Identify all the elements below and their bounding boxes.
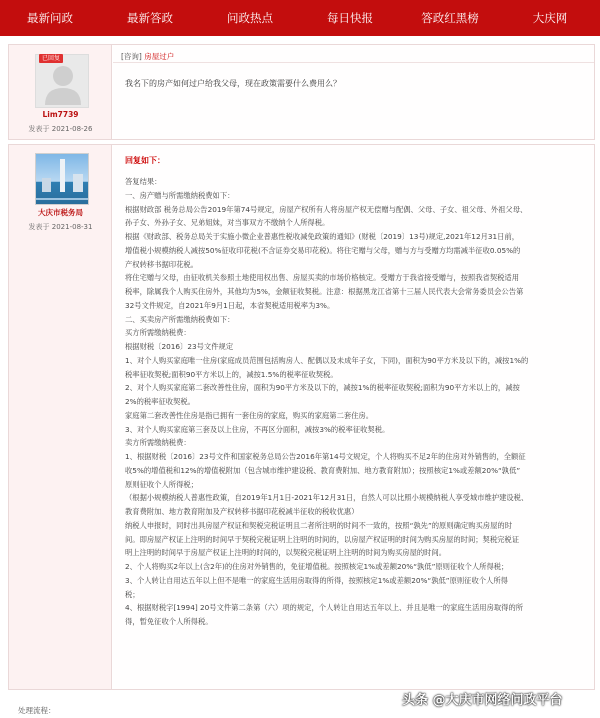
answer-line: 间。即房屋产权证上注明的时间早于契税完税证明上注明的时间的，以房屋产权证明的时间为购买房屋的时间；契税完税证: [125, 534, 520, 544]
answer-author-panel: [9, 145, 112, 689]
nav-daqing-net[interactable]: 大庆网: [532, 11, 568, 25]
answer-org-name[interactable]: 大庆市税务局: [38, 208, 83, 217]
answer-line: 孙子女、外孙子女、兄弟姐妹，对当事双方不缴纳个人所得税。: [125, 218, 330, 228]
answer-title: 回复如下：: [125, 156, 165, 165]
answer-line: 将住宅赠与父母，由征收机关参照土地使用权出售、房屋买卖的市场价格核定。受赠方于我省接受赠与，按照我省契税适用: [125, 273, 520, 283]
question-tag: [咨询]: [121, 52, 142, 61]
answer-line: 4、根据财税字[1994] 20号文件第二条第（六）项的规定，个人转让自用达五年以上、并且是唯一的家庭生活用房取得的所: [125, 603, 524, 613]
answer-line: 根据财税〔2016〕23号文件规定: [125, 342, 234, 351]
answer-line: 纳税人申报时，同时出具房屋产权证和契税完税证明且二者所注明的时间不一致的，按照“孰先”的原则确定购买房屋的时: [125, 520, 512, 530]
answer-line: 产权转移书据印花税。: [125, 259, 198, 269]
answer-line: 一、房产赠与所需缴纳税费如下：: [125, 190, 235, 200]
tower-shape: [60, 159, 65, 192]
answer-content: [113, 145, 594, 689]
answer-line: 3、对个人购买家庭第三套及以上住房，不再区分面积，减按3%的税率征收契税。: [125, 424, 390, 434]
answer-line: 2%的税率征收契税。: [125, 397, 195, 406]
question-author-panel: [9, 45, 112, 139]
answer-line: 答复结果：: [125, 177, 162, 186]
answer-line: 明上注明的时间早于房屋产权证上注明的时间的，以契税完税证明上注明的时间为购买房屋的时间。: [125, 548, 447, 558]
nav-hot-topics[interactable]: 问政热点: [227, 11, 273, 25]
answer-line: 买方所需缴纳税费：: [125, 328, 191, 338]
building-shape: [42, 178, 51, 192]
question-header: [121, 51, 174, 62]
divider: [113, 62, 594, 63]
answer-line: 根据财政部 税务总局公告2019年第74号规定，房屋产权所有人将房屋产权无偿赠与配偶、父母、子女、祖父母、外祖父母、: [125, 204, 528, 214]
answer-line: 1、根据财税〔2016〕23号文件和国家税务总局公告2016年第14号文规定，个人将购买不足2年的住房对外销售的，全额征: [125, 452, 526, 461]
answer-date: 发表于 2021-08-31: [28, 223, 93, 231]
answer-line: 卖方所需缴纳税费：: [125, 438, 191, 448]
question-text: 我名下的房产如何过户给我父母，现在政策需要什么费用么？: [125, 79, 341, 88]
answer-line: （根据小规模纳税人普惠性政策，自2019年1月1日-2021年12月31日，自然人可以比照小规模纳税人享受城市维护建设税、: [125, 493, 529, 503]
answer-line: 2、个人将购买2年以上(含2年)的住房对外销售的，免征增值税。按照核定1%或差额20%“孰低”原则征收个人所得税；: [125, 562, 509, 571]
answer-line: 根据《财政部、税务总局关于实施小微企业普惠性税收减免政策的通知》(财税〔2019〕13号)规定,2021年12月31日前，: [125, 232, 520, 241]
answer-line: 得，暂免征收个人所得税。: [125, 617, 213, 626]
answer-line: 税；: [125, 589, 140, 599]
answer-post: [8, 144, 595, 690]
watermark: 头条 @大庆市网络问政平台: [402, 693, 563, 708]
answer-line: 3、个人转让自用达五年以上但不是唯一的家庭生活用房取得的所得，按照核定1%或差额20%“孰低”原则征收个人所得: [125, 575, 508, 585]
road-shape: [36, 198, 89, 200]
answer-line: 2、对个人购买家庭第二套改善性住房，面积为90平方米及以下的，减按1%的税率征收契税;面积为90平方米以上的，减按: [125, 383, 520, 393]
question-content: [113, 45, 594, 139]
process-label: 处理流程：: [18, 706, 56, 715]
question-category[interactable]: 房屋过户: [144, 52, 175, 61]
question-post: [8, 44, 595, 140]
answer-line: 税率，除属我个人购买住房外，其他均为5%，金额征收契税。注意：根据黑龙江省第十三届人民代表大会常务委员会公告第: [125, 287, 524, 296]
default-user-icon: [43, 61, 83, 105]
answer-line: 收5%的增值税和12%的增值税附加（包含城市维护建设税、教育费附加、地方教育附加）；按照核定1%或差额20%“孰低”: [125, 465, 521, 475]
question-username[interactable]: Lim7739: [42, 110, 79, 119]
nav-latest-questions[interactable]: 最新问政: [27, 11, 73, 25]
answer-line: 家庭第二套改善性住房是指已拥有一套住房的家庭，购买的家庭第二套住房。: [125, 410, 374, 420]
nav-daily-news[interactable]: 每日快报: [327, 11, 373, 25]
answer-line: 1、对个人购买家庭唯一住房(家庭成员范围包括购房人、配偶以及未成年子女，下同)，面积为90平方米及以下的，减按1%的: [125, 355, 529, 365]
org-avatar[interactable]: [35, 153, 89, 205]
answer-line: 增值税小规模纳税人减按50%征收印花税(不含证券交易印花税)。将住宅赠与父母，赠与方与受赠方均需减半征收0.05%的: [125, 245, 521, 255]
answer-line: 32号文件规定，自2021年9月1日起，本省契税适用税率为3%。: [125, 300, 335, 310]
question-date: 发表于 2021-08-26: [28, 125, 93, 133]
answer-body: [125, 175, 593, 629]
answer-line: 教育费附加、地方教育附加及产权转移书据印花税减半征收的税收优惠）: [125, 507, 359, 516]
answer-line: 二、买卖房产所需缴纳税费如下：: [125, 314, 235, 324]
top-navigation: [0, 0, 600, 36]
answer-line: 原则征收个人所得税；: [125, 479, 198, 489]
building-shape: [73, 174, 83, 192]
replied-badge: 已回复: [39, 54, 63, 63]
answer-line: 税率征收契税;面积90平方米以上的，减按1.5%的税率征收契税。: [125, 369, 338, 379]
nav-latest-answers[interactable]: 最新答政: [127, 11, 173, 25]
nav-red-black-list[interactable]: 答政红黑榜: [421, 11, 479, 25]
